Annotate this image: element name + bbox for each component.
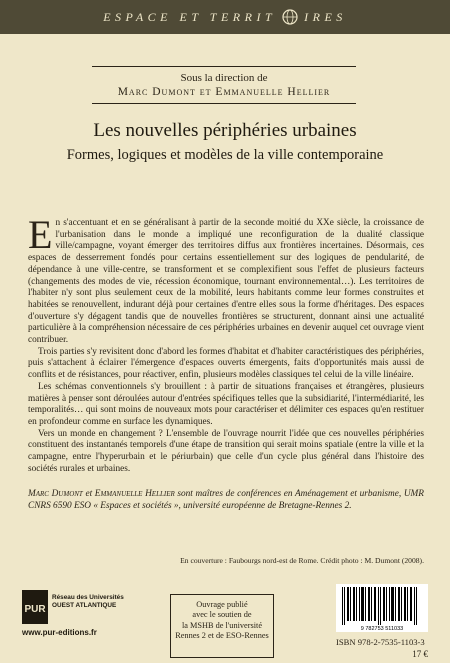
bio-author-1: Marc Dumont — [28, 489, 83, 499]
publisher-network-line1: Réseau des Universités — [52, 594, 124, 601]
paragraph-1-text: n s'accentuant et en se généralisant à partir de la seconde moitié du XXe siècle, la croissance de l'urbanisation dans le monde a impliqué une reconfiguration de la dualité classique ville/campagne, voyant émerger des territoires diffus aux frontières incertaines. Désormais, ces espaces de desserrement fondés pour certains essentiellement sur des logiques de pendularité, de dépendance à une ville-centre, se transforment et se complexifient sous l'effet de plusieurs facteurs (changements des modes de vie, récession économique, tournant environnemental…). Les territoires de l'habiter n'y sont plus seulement ceux de la mobilité, leurs habitants comme leur formes construites et habitées se renouvellent, indurant déjà pour certaines d'entre elles sous la forme d'héritages. Des espaces d'ouverture s'y dégagent tandis que de nouvelles frontières se structurent, donnant ainsi une actualité particulière à la compréhension nécessaire de ces périphéries urbaines en devenir auquel cet ouvrage vient contribuer. — [28, 218, 424, 346]
globe-icon — [282, 9, 298, 25]
paragraph-3: Les schémas conventionnels s'y brouillent : à partir de situations françaises et étrangères, plusieurs matières à penser sont déroulées autour d'entrées spécifiques telles que la subsidiarité, l'intermédiarité, les temporalités… qui sont moins de nouveaux mots pour caractériser et délimiter ces espaces qu'en restituer en profondeur comme en surface les dynamiques. — [28, 381, 424, 427]
book-subtitle: Formes, logiques et modèles de la ville contemporaine — [66, 147, 384, 163]
support-line-4: Rennes 2 et de ESO-Rennes — [175, 630, 269, 640]
paragraph-1 — [28, 212, 424, 347]
barcode-icon — [336, 584, 428, 626]
support-line-3: la MSHB de l'université — [181, 620, 263, 630]
bio-joiner: et — [82, 489, 95, 499]
series-name-part1: ESPACE ET TERRIT — [103, 9, 277, 24]
back-cover-text — [28, 212, 424, 475]
support-notice — [170, 594, 274, 658]
series-name-part2: IRES — [304, 9, 347, 24]
publisher-url[interactable]: www.pur-editions.fr — [22, 628, 97, 637]
editorial-direction — [92, 66, 356, 104]
book-title: Les nouvelles périphéries urbaines — [93, 120, 357, 141]
bio-author-2: Emmanuelle Hellier — [94, 489, 175, 499]
paragraph-2: Trois parties s'y revisitent donc d'abord les formes d'habitat et d'habiter caractéristiques des périphéries, puis s'attachent à éclairer l'émergence d'espaces ouverts émergents, faits d'opportunités mais aussi de conflits et de résistances, pour réactiver, enfin, plusieurs modèles classiques tel celui de la ville linéaire. — [28, 346, 424, 381]
barcode — [336, 584, 428, 632]
price: 17 € — [412, 649, 428, 659]
authors-bio — [28, 488, 424, 512]
support-line-2: avec le soutien de — [192, 610, 252, 620]
bio-text: sont maîtres de conférences en Aménagement et urbanisme, UMR CNRS 6590 ESO « Espaces et sociétés », université européenne de Bretagne-Rennes 2. — [28, 489, 424, 511]
publisher-logo-text: PUR — [24, 604, 46, 615]
barcode-digits: 9 782753 511033 — [360, 626, 404, 632]
series-banner — [0, 0, 450, 34]
support-line-1: Ouvrage publié — [196, 600, 248, 609]
cover-credit: En couverture : Faubourgs nord-est de Rome. Crédit photo : M. Dumont (2008). — [180, 556, 424, 565]
publisher-network-line2: OUEST ATLANTIQUE — [52, 602, 117, 609]
publisher-network — [52, 594, 132, 610]
drop-cap: E — [28, 212, 53, 257]
paragraph-4: Vers un monde en changement ? L'ensemble de l'ouvrage nourrit l'idée que ces nouvelles périphéries constituent des instantanés temporels d'une étape de transition qui serait moins spatiale (entre la ville et la campagne, entre l'hyperurbain et le périurbain) que celle d'un cycle plus général dans l'histoire des sociétés rurales et urbaines. — [28, 428, 424, 474]
direction-label: Sous la direction de — [180, 72, 268, 84]
isbn: ISBN 978-2-7535-1103-3 — [336, 637, 425, 647]
direction-authors: Marc Dumont et Emmanuelle Hellier — [117, 86, 331, 98]
